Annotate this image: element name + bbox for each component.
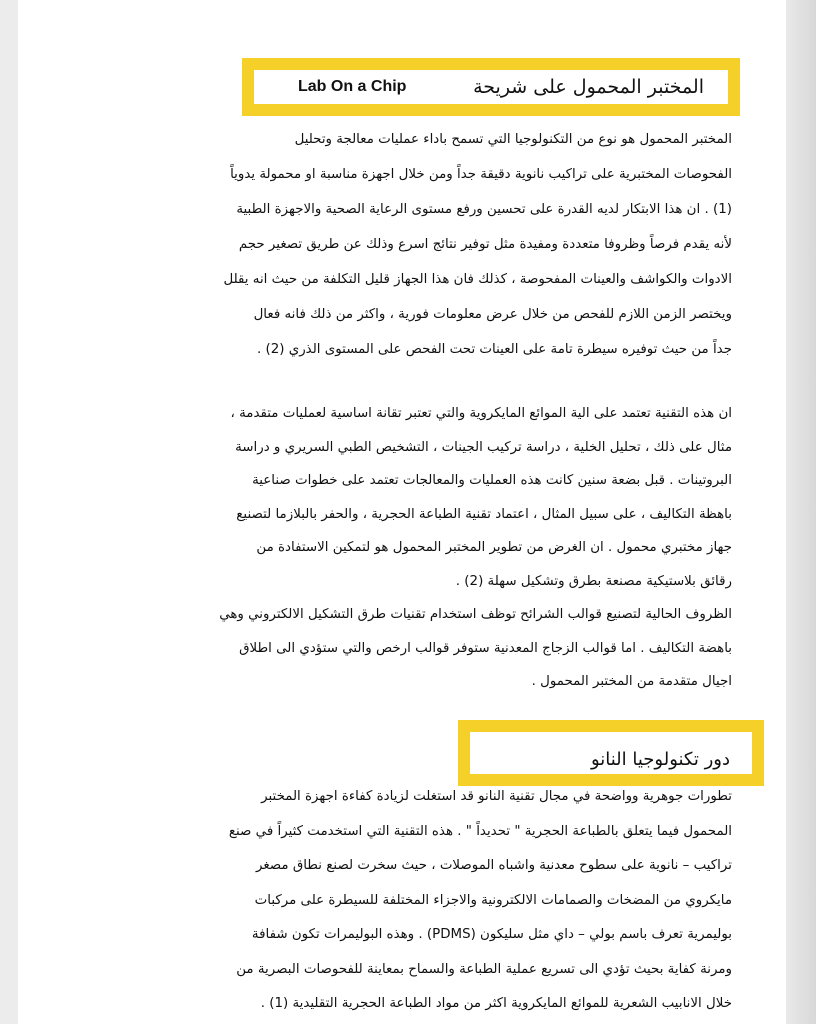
title-arabic: المختبر المحمول على شريحة [473, 76, 704, 98]
page-left-margin [0, 0, 18, 1024]
paragraph-line: (1) . ان هذا الابتكار لديه القدرة على تحسين ورفع مستوى الرعاية الصحية والاجهزة الطبية [236, 202, 732, 217]
section-title: دور تكنولوجيا النانو [590, 749, 730, 770]
paragraph-line: ويختصر الزمن اللازم للفحص من خلال عرض معلومات فورية ، واكثر من ذلك فانه فعال [253, 307, 732, 322]
paragraph-line: خلال الانابيب الشعرية للموائع المايكروية اكثر من مواد الطباعة الحجرية التقليدية (1) . [260, 996, 732, 1011]
page-right-shadow [786, 0, 816, 1024]
paragraph-line: تطورات جوهرية وواضحة في مجال تقنية النانو قد استغلت لزيادة كفاءة اجهزة المختبر [261, 789, 732, 804]
paragraph-line: مثال على ذلك ، تحليل الخلية ، دراسة تركيب الجينات ، التشخيص الطبي السريري و دراسة [235, 439, 732, 455]
paragraph-line: الظروف الحالية لتصنيع قوالب الشرائح توظف استخدام تقنيات طرق التشكيل الالكتروني وهي [219, 607, 732, 622]
paragraph-line: رقائق بلاستيكية مصنعة بطرق وتشكيل سهلة (2) . [455, 573, 732, 589]
paragraph-line: لأنه يقدم فرصاً وظروفا متعددة ومفيدة مثل توفير نتائج اسرع وذلك عن طريق تصغير حجم [238, 237, 732, 252]
paragraph-2 [96, 397, 732, 699]
paragraph-line: مايكروي من المضخات والصمامات الالكترونية والاجزاء المختلفة للسيطرة على مركبات [254, 892, 732, 908]
paragraph-line: بوليمرية تعرف باسم بولي – داي مثل سليكون (PDMS) . وهذه البوليمرات تكون شفافة [251, 927, 732, 942]
paragraph-line: الفحوصات المختبرية على تراكيب نانوية دقيقة جداً ومن خلال اجهزة مناسبة او محمولة يدوياً [230, 167, 732, 182]
paragraph-line: ان هذه التقنية تعتمد على الية الموائع المايكروية والتي تعتبر تقانة اساسية لعمليات متقدمة ، [230, 406, 732, 421]
paragraph-3 [96, 780, 732, 1022]
paragraph-line: الادوات والكواشف والعينات المفحوصة ، كذلك فان هذا الجهاز قليل التكلفة من حيث انه يقلل [223, 272, 732, 287]
paragraph-line: جداً من حيث توفيره سيطرة تامة على العينات تحت الفحص على المستوى الذري (2) . [256, 342, 732, 357]
title-highlight-box [242, 58, 740, 116]
paragraph-line: تراكيب – نانوية على سطوح معدنية واشباه الموصلات ، حيث سخرت لصنع نطاق مصغر [255, 858, 732, 873]
section-highlight-box [458, 720, 764, 786]
paragraph-line: المحمول فيما يتعلق بالطباعة الحجرية " تحديداً " . هذه التقنية التي استخدمت كثيراً في صنع [228, 823, 732, 839]
paragraph-line: باهظة التكاليف ، على سبيل المثال ، اعتماد تقنية الطباعة الحجرية ، والحفر بالبلازما لتصنيع [236, 506, 732, 522]
paragraph-1 [96, 122, 732, 367]
title-english: Lab On a Chip [298, 78, 407, 95]
paragraph-line: ومرنة كفاية بحيث تؤدي الى تسريع عملية الطباعة والسماح بمعاينة للفحوصات البصرية من [236, 961, 732, 977]
paragraph-line: المختبر المحمول هو نوع من التكنولوجيا التي تسمح باداء عمليات معالجة وتحليل [294, 132, 732, 147]
paragraph-line: البروتينات . قبل بضعة سنين كانت هذه العمليات والمعالجات تعتمد على خطوات صناعية [252, 473, 732, 488]
paragraph-line: جهاز مختبري محمول . ان الغرض من تطوير المختبر المحمول هو لتمكين الاستفادة من [256, 540, 732, 555]
paragraph-line: باهضة التكاليف . اما قوالب الزجاج المعدنية ستوفر قوالب ارخص والتي ستؤدي الى اطلاق [239, 640, 732, 656]
paragraph-line: اجيال متقدمة من المختبر المحمول . [531, 674, 732, 689]
